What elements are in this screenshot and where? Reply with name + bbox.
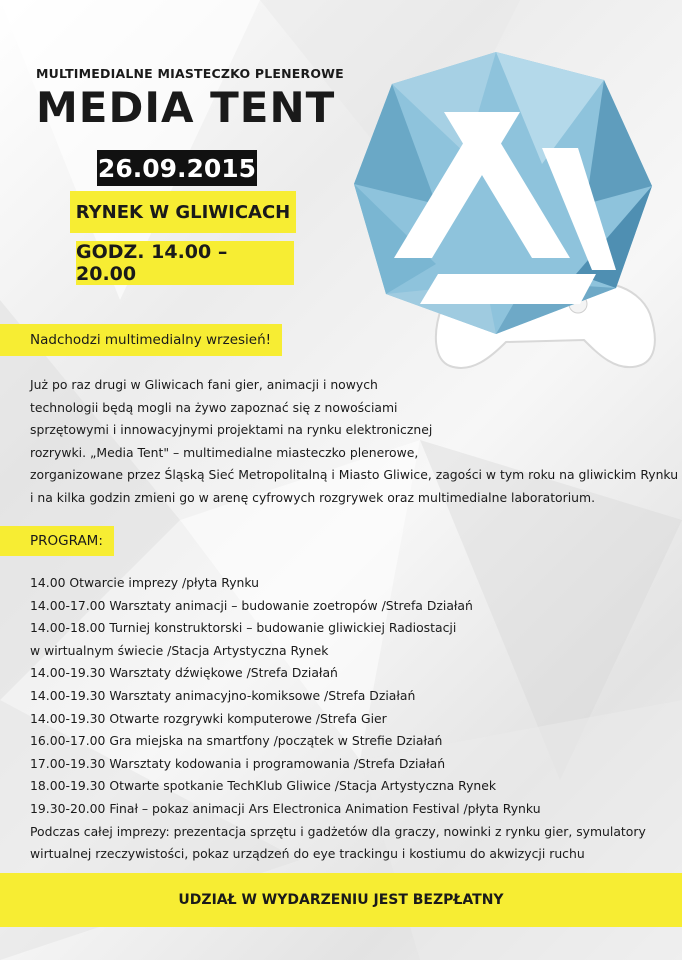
program-heading: PROGRAM: <box>0 526 114 556</box>
program-item: 14.00-19.30 Otwarte rozgrywki komputerowe /Strefa Gier <box>30 710 387 726</box>
program-item: w wirtualnym świecie /Stacja Artystyczna Rynek <box>30 642 329 658</box>
intro-heading: Nadchodzi multimedialny wrzesień! <box>0 324 282 356</box>
program-item: 17.00-19.30 Warsztaty kodowania i programowania /Strefa Działań <box>30 755 446 771</box>
event-hours: GODZ. 14.00 – 20.00 <box>76 241 294 285</box>
program-item: 16.00-17.00 Gra miejska na smartfony /początek w Strefie Działań <box>30 733 443 749</box>
event-subtitle: MULTIMEDIALNE MIASTECZKO PLENEROWE <box>36 66 344 81</box>
intro-line: rozrywki. „Media Tent" – multimedialne miasteczko plenerowe, <box>30 444 419 460</box>
program-item: Podczas całej imprezy: prezentacja sprzętu i gadżetów dla graczy, nowinki z rynku gier, symulatory <box>30 823 646 839</box>
event-place: RYNEK W GLIWICACH <box>70 191 296 233</box>
intro-line: technologii będą mogli na żywo zapoznać się z nowościami <box>30 399 398 415</box>
program-item: wirtualnej rzeczywistości, pokaz urządzeń do eye trackingu i kostiumu do akwizycji ruchu <box>30 846 585 862</box>
event-date: 26.09.2015 <box>97 150 257 186</box>
program-list <box>30 572 670 866</box>
program-item: 14.00 Otwarcie imprezy /płyta Rynku <box>30 575 260 590</box>
program-item: 18.00-19.30 Otwarte spotkanie TechKlub Gliwice /Stacja Artystyczna Rynek <box>30 778 497 794</box>
intro-paragraph <box>30 374 679 510</box>
intro-line: sprzętowymi i innowacyjnymi projektami na rynku elektronicznej <box>30 422 433 438</box>
program-item: 14.00-19.30 Warsztaty dźwiękowe /Strefa Działań <box>30 665 338 681</box>
program-item: 14.00-19.30 Warsztaty animacyjno-komiksowe /Strefa Działań <box>30 687 416 703</box>
program-item: 14.00-18.00 Turniej konstruktorski – budowanie gliwickiej Radiostacji <box>30 620 457 636</box>
event-title: MEDIA TENT <box>36 83 336 132</box>
program-item: 19.30-20.00 Finał – pokaz animacji Ars Electronica Animation Festival /płyta Rynku <box>30 800 541 816</box>
media-tent-logo-icon <box>346 44 662 400</box>
free-entry-banner: UDZIAŁ W WYDARZENIU JEST BEZPŁATNY <box>0 873 682 927</box>
intro-line: i na kilka godzin zmieni go w arenę cyfrowych rozgrywek oraz multimedialne laboratorium. <box>30 489 596 505</box>
program-item: 14.00-17.00 Warsztaty animacji – budowanie zoetropów /Strefa Działań <box>30 597 473 613</box>
intro-line: zorganizowane przez Śląską Sieć Metropolitalną i Miasto Gliwice, zagości w tym roku na gliwickim Rynku <box>30 467 679 483</box>
intro-line: Już po raz drugi w Gliwicach fani gier, animacji i nowych <box>30 377 378 392</box>
